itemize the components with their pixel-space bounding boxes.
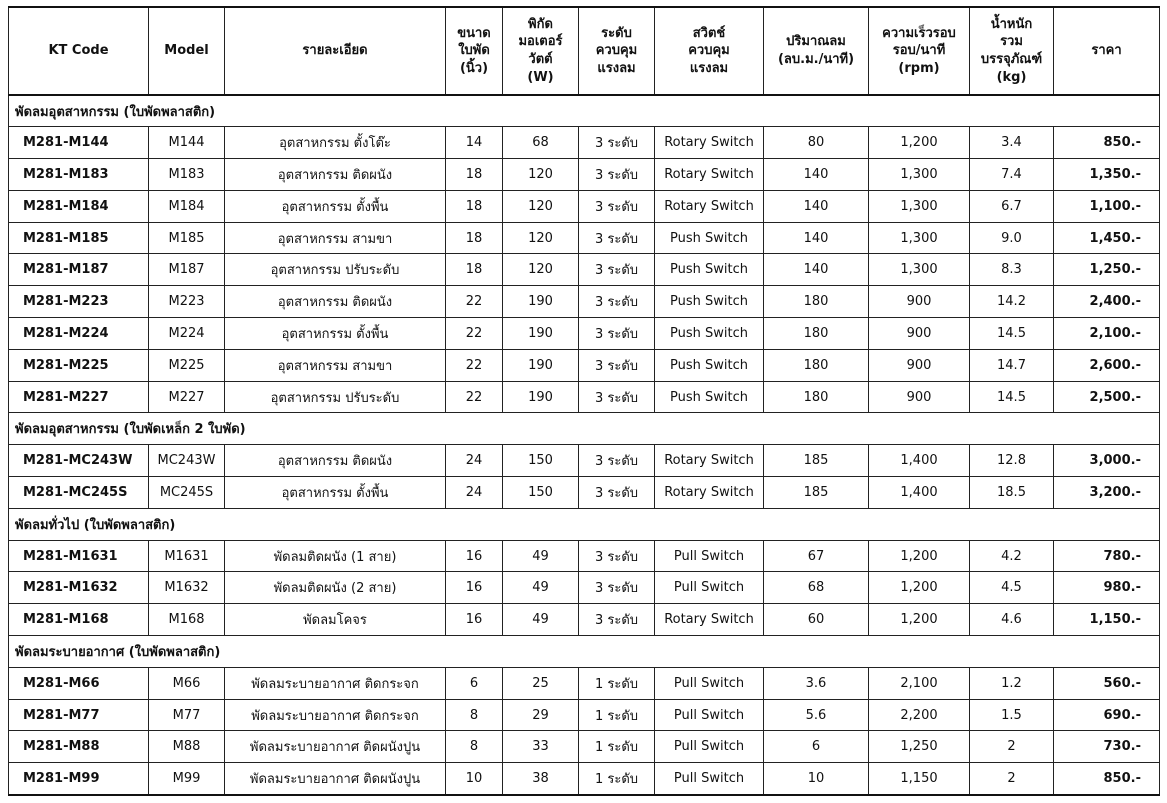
cell-model: M1631 [149, 540, 225, 572]
cell-airflow: 10 [764, 763, 869, 795]
cell-rpm: 900 [869, 349, 970, 381]
cell-rpm: 2,200 [869, 699, 970, 731]
header-airflow [764, 7, 869, 95]
table-row [9, 699, 1160, 731]
cell-switch: Push Switch [655, 318, 764, 350]
header-size [446, 7, 503, 95]
cell-size: 24 [446, 445, 503, 477]
cell-switch: Rotary Switch [655, 477, 764, 509]
cell-size: 16 [446, 604, 503, 636]
table-row [9, 222, 1160, 254]
cell-weight: 8.3 [970, 254, 1054, 286]
cell-price: 3,200.- [1054, 477, 1160, 509]
cell-level: 3 ระดับ [579, 127, 655, 159]
cell-switch: Rotary Switch [655, 445, 764, 477]
cell-airflow: 6 [764, 731, 869, 763]
cell-size: 16 [446, 540, 503, 572]
cell-level: 1 ระดับ [579, 667, 655, 699]
cell-airflow: 180 [764, 286, 869, 318]
header-line: วัตต์ [528, 52, 553, 67]
cell-weight: 1.5 [970, 699, 1054, 731]
cell-power: 29 [503, 699, 579, 731]
cell-level: 3 ระดับ [579, 381, 655, 413]
cell-price: 560.- [1054, 667, 1160, 699]
cell-price: 1,150.- [1054, 604, 1160, 636]
header-line: ระดับ [601, 25, 632, 41]
table-row [9, 477, 1160, 509]
cell-power: 49 [503, 572, 579, 604]
cell-level: 3 ระดับ [579, 477, 655, 509]
cell-price: 2,600.- [1054, 349, 1160, 381]
table-row [9, 604, 1160, 636]
header-line: (ลบ.ม./นาที) [777, 52, 855, 67]
cell-switch: Pull Switch [655, 540, 764, 572]
fan-price-table [8, 6, 1160, 796]
header-line: แรงลม [597, 60, 636, 76]
header-kt-code [9, 7, 149, 95]
cell-weight: 2 [970, 763, 1054, 795]
cell-rpm: 1,300 [869, 254, 970, 286]
cell-level: 3 ระดับ [579, 254, 655, 286]
section-title: พัดลมทั่วไป (ใบพัดพลาสติก) [9, 508, 1160, 540]
cell-detail: พัดลมติดผนัง (1 สาย) [225, 540, 446, 572]
cell-level: 1 ระดับ [579, 731, 655, 763]
cell-rpm: 1,400 [869, 445, 970, 477]
cell-level: 3 ระดับ [579, 222, 655, 254]
cell-kt-code: M281-M187 [9, 254, 149, 286]
cell-size: 18 [446, 254, 503, 286]
cell-level: 3 ระดับ [579, 604, 655, 636]
cell-switch: Push Switch [655, 254, 764, 286]
cell-size: 22 [446, 349, 503, 381]
cell-size: 8 [446, 699, 503, 731]
cell-detail: อุตสาหกรรม ตั้งโต๊ะ [225, 127, 446, 159]
cell-detail: พัดลมระบายอากาศ ติดผนังปูน [225, 763, 446, 795]
cell-rpm: 1,200 [869, 604, 970, 636]
cell-detail: พัดลมระบายอากาศ ติดกระจก [225, 699, 446, 731]
cell-price: 2,500.- [1054, 381, 1160, 413]
cell-power: 49 [503, 540, 579, 572]
cell-kt-code: M281-M168 [9, 604, 149, 636]
cell-switch: Pull Switch [655, 572, 764, 604]
header-line: Model [164, 43, 209, 59]
cell-model: M223 [149, 286, 225, 318]
cell-kt-code: M281-M223 [9, 286, 149, 318]
cell-power: 120 [503, 159, 579, 191]
cell-size: 22 [446, 286, 503, 318]
cell-weight: 14.2 [970, 286, 1054, 318]
header-line: (rpm) [898, 60, 940, 76]
cell-kt-code: M281-MC245S [9, 477, 149, 509]
cell-rpm: 900 [869, 286, 970, 318]
cell-model: M225 [149, 349, 225, 381]
cell-detail: อุตสาหกรรม ติดผนัง [225, 159, 446, 191]
cell-power: 38 [503, 763, 579, 795]
cell-kt-code: M281-M185 [9, 222, 149, 254]
section-title: พัดลมอุตสาหกรรม (ใบพัดเหล็ก 2 ใบพัด) [9, 413, 1160, 445]
cell-airflow: 140 [764, 254, 869, 286]
cell-price: 2,400.- [1054, 286, 1160, 318]
cell-price: 850.- [1054, 127, 1160, 159]
header-line: ขนาด [457, 25, 491, 41]
table-row [9, 763, 1160, 795]
cell-model: M99 [149, 763, 225, 795]
header-line: (นิ้ว) [459, 60, 489, 76]
header-line: สวิตช์ [692, 25, 726, 41]
header-line: รายละเอียด [302, 43, 368, 59]
cell-detail: อุตสาหกรรม ตั้งพื้น [225, 477, 446, 509]
cell-level: 3 ระดับ [579, 445, 655, 477]
cell-model: M77 [149, 699, 225, 731]
table-body [9, 95, 1160, 795]
section-title: พัดลมระบายอากาศ (ใบพัดพลาสติก) [9, 636, 1160, 668]
cell-detail: อุตสาหกรรม สามขา [225, 222, 446, 254]
table-row [9, 540, 1160, 572]
table-row [9, 731, 1160, 763]
table-row [9, 349, 1160, 381]
cell-switch: Rotary Switch [655, 159, 764, 191]
cell-airflow: 180 [764, 318, 869, 350]
table-row [9, 190, 1160, 222]
cell-price: 1,350.- [1054, 159, 1160, 191]
section-header-row [9, 95, 1160, 127]
cell-model: MC245S [149, 477, 225, 509]
cell-kt-code: M281-M225 [9, 349, 149, 381]
cell-rpm: 1,300 [869, 190, 970, 222]
cell-detail: อุตสาหกรรม ติดผนัง [225, 286, 446, 318]
header-price [1054, 7, 1160, 95]
table-row [9, 667, 1160, 699]
cell-switch: Rotary Switch [655, 190, 764, 222]
cell-weight: 14.5 [970, 381, 1054, 413]
cell-detail: พัดลมระบายอากาศ ติดกระจก [225, 667, 446, 699]
header-level [579, 7, 655, 95]
cell-rpm: 1,250 [869, 731, 970, 763]
cell-size: 22 [446, 318, 503, 350]
cell-level: 3 ระดับ [579, 349, 655, 381]
cell-kt-code: M281-M88 [9, 731, 149, 763]
cell-level: 3 ระดับ [579, 190, 655, 222]
cell-detail: อุตสาหกรรม ติดผนัง [225, 445, 446, 477]
cell-weight: 9.0 [970, 222, 1054, 254]
cell-model: M144 [149, 127, 225, 159]
cell-size: 10 [446, 763, 503, 795]
cell-model: M185 [149, 222, 225, 254]
cell-model: M227 [149, 381, 225, 413]
cell-price: 690.- [1054, 699, 1160, 731]
cell-airflow: 185 [764, 445, 869, 477]
cell-airflow: 60 [764, 604, 869, 636]
cell-size: 14 [446, 127, 503, 159]
table-header-row [9, 7, 1160, 95]
cell-level: 3 ระดับ [579, 572, 655, 604]
cell-power: 190 [503, 349, 579, 381]
header-line: ควบคุม [595, 43, 638, 59]
cell-price: 2,100.- [1054, 318, 1160, 350]
cell-detail: พัดลมติดผนัง (2 สาย) [225, 572, 446, 604]
table-row [9, 159, 1160, 191]
header-line: ควบคุม [688, 43, 730, 59]
cell-airflow: 185 [764, 477, 869, 509]
cell-price: 780.- [1054, 540, 1160, 572]
cell-power: 120 [503, 222, 579, 254]
cell-price: 980.- [1054, 572, 1160, 604]
header-line: ราคา [1091, 43, 1122, 59]
section-header-row [9, 636, 1160, 668]
cell-kt-code: M281-M184 [9, 190, 149, 222]
cell-level: 3 ระดับ [579, 318, 655, 350]
cell-detail: อุตสาหกรรม ปรับระดับ [225, 381, 446, 413]
header-speed [869, 7, 970, 95]
cell-power: 190 [503, 381, 579, 413]
header-line: แรงลม [689, 60, 729, 76]
cell-power: 190 [503, 318, 579, 350]
header-line: รอบ/นาที [892, 43, 946, 59]
cell-weight: 14.7 [970, 349, 1054, 381]
cell-airflow: 68 [764, 572, 869, 604]
header-line: บรรจุภัณฑ์ [980, 52, 1043, 67]
cell-level: 1 ระดับ [579, 699, 655, 731]
cell-size: 6 [446, 667, 503, 699]
cell-size: 18 [446, 222, 503, 254]
cell-power: 150 [503, 477, 579, 509]
header-line: พิกัดมอเตอร์ [518, 16, 563, 50]
cell-weight: 2 [970, 731, 1054, 763]
table-row [9, 254, 1160, 286]
cell-weight: 4.6 [970, 604, 1054, 636]
cell-airflow: 80 [764, 127, 869, 159]
header-line: KT Code [48, 43, 109, 59]
cell-kt-code: M281-M77 [9, 699, 149, 731]
cell-weight: 18.5 [970, 477, 1054, 509]
cell-rpm: 900 [869, 318, 970, 350]
cell-price: 730.- [1054, 731, 1160, 763]
cell-rpm: 1,200 [869, 572, 970, 604]
cell-detail: อุตสาหกรรม ตั้งพื้น [225, 190, 446, 222]
table-row [9, 445, 1160, 477]
cell-switch: Rotary Switch [655, 604, 764, 636]
cell-switch: Pull Switch [655, 699, 764, 731]
cell-model: M1632 [149, 572, 225, 604]
header-line: ใบพัด [458, 43, 490, 59]
cell-model: M88 [149, 731, 225, 763]
section-header-row [9, 508, 1160, 540]
table-row [9, 127, 1160, 159]
cell-size: 18 [446, 159, 503, 191]
cell-airflow: 140 [764, 190, 869, 222]
cell-kt-code: M281-M1632 [9, 572, 149, 604]
header-line: น้ำหนัก [990, 16, 1033, 32]
cell-price: 1,450.- [1054, 222, 1160, 254]
cell-size: 18 [446, 190, 503, 222]
cell-size: 24 [446, 477, 503, 509]
cell-weight: 12.8 [970, 445, 1054, 477]
cell-price: 850.- [1054, 763, 1160, 795]
table-row [9, 286, 1160, 318]
cell-size: 22 [446, 381, 503, 413]
cell-rpm: 1,300 [869, 159, 970, 191]
cell-weight: 6.7 [970, 190, 1054, 222]
cell-airflow: 67 [764, 540, 869, 572]
cell-weight: 4.2 [970, 540, 1054, 572]
header-switch [655, 7, 764, 95]
cell-model: M187 [149, 254, 225, 286]
header-power [503, 7, 579, 95]
cell-weight: 7.4 [970, 159, 1054, 191]
cell-switch: Push Switch [655, 286, 764, 318]
cell-power: 68 [503, 127, 579, 159]
cell-kt-code: M281-M224 [9, 318, 149, 350]
cell-rpm: 2,100 [869, 667, 970, 699]
cell-weight: 4.5 [970, 572, 1054, 604]
cell-power: 49 [503, 604, 579, 636]
header-line: (kg) [996, 69, 1027, 85]
section-title: พัดลมอุตสาหกรรม (ใบพัดพลาสติก) [9, 95, 1160, 127]
cell-rpm: 1,200 [869, 127, 970, 159]
cell-airflow: 140 [764, 159, 869, 191]
cell-power: 120 [503, 190, 579, 222]
cell-price: 1,100.- [1054, 190, 1160, 222]
cell-power: 190 [503, 286, 579, 318]
cell-detail: อุตสาหกรรม ปรับระดับ [225, 254, 446, 286]
cell-power: 33 [503, 731, 579, 763]
cell-level: 3 ระดับ [579, 159, 655, 191]
cell-power: 120 [503, 254, 579, 286]
cell-model: M224 [149, 318, 225, 350]
cell-switch: Pull Switch [655, 667, 764, 699]
cell-size: 16 [446, 572, 503, 604]
cell-model: MC243W [149, 445, 225, 477]
cell-airflow: 180 [764, 349, 869, 381]
cell-price: 3,000.- [1054, 445, 1160, 477]
cell-kt-code: M281-M227 [9, 381, 149, 413]
header-line: ความเร็วรอบ [882, 25, 956, 41]
cell-kt-code: M281-M66 [9, 667, 149, 699]
cell-airflow: 180 [764, 381, 869, 413]
cell-switch: Push Switch [655, 381, 764, 413]
table-row [9, 381, 1160, 413]
cell-rpm: 900 [869, 381, 970, 413]
cell-weight: 3.4 [970, 127, 1054, 159]
cell-power: 25 [503, 667, 579, 699]
cell-weight: 14.5 [970, 318, 1054, 350]
cell-model: M168 [149, 604, 225, 636]
header-line: (W) [527, 69, 554, 85]
cell-level: 3 ระดับ [579, 286, 655, 318]
cell-detail: อุตสาหกรรม สามขา [225, 349, 446, 381]
cell-detail: พัดลมระบายอากาศ ติดผนังปูน [225, 731, 446, 763]
cell-rpm: 1,150 [869, 763, 970, 795]
cell-price: 1,250.- [1054, 254, 1160, 286]
header-line: รวม [1000, 34, 1023, 50]
cell-weight: 1.2 [970, 667, 1054, 699]
header-model [149, 7, 225, 95]
cell-kt-code: M281-M99 [9, 763, 149, 795]
cell-switch: Push Switch [655, 222, 764, 254]
cell-level: 3 ระดับ [579, 540, 655, 572]
cell-switch: Rotary Switch [655, 127, 764, 159]
cell-switch: Push Switch [655, 349, 764, 381]
cell-power: 150 [503, 445, 579, 477]
cell-rpm: 1,200 [869, 540, 970, 572]
cell-size: 8 [446, 731, 503, 763]
cell-kt-code: M281-M144 [9, 127, 149, 159]
header-detail [225, 7, 446, 95]
cell-model: M66 [149, 667, 225, 699]
cell-switch: Pull Switch [655, 731, 764, 763]
cell-airflow: 5.6 [764, 699, 869, 731]
cell-switch: Pull Switch [655, 763, 764, 795]
table-row [9, 572, 1160, 604]
header-weight [970, 7, 1054, 95]
cell-kt-code: M281-M183 [9, 159, 149, 191]
cell-rpm: 1,300 [869, 222, 970, 254]
section-header-row [9, 413, 1160, 445]
cell-airflow: 3.6 [764, 667, 869, 699]
cell-rpm: 1,400 [869, 477, 970, 509]
cell-model: M184 [149, 190, 225, 222]
cell-model: M183 [149, 159, 225, 191]
header-line: ปริมาณลม [786, 34, 846, 50]
cell-detail: พัดลมโคจร [225, 604, 446, 636]
cell-detail: อุตสาหกรรม ตั้งพื้น [225, 318, 446, 350]
cell-airflow: 140 [764, 222, 869, 254]
cell-kt-code: M281-MC243W [9, 445, 149, 477]
cell-kt-code: M281-M1631 [9, 540, 149, 572]
table-row [9, 318, 1160, 350]
cell-level: 1 ระดับ [579, 763, 655, 795]
